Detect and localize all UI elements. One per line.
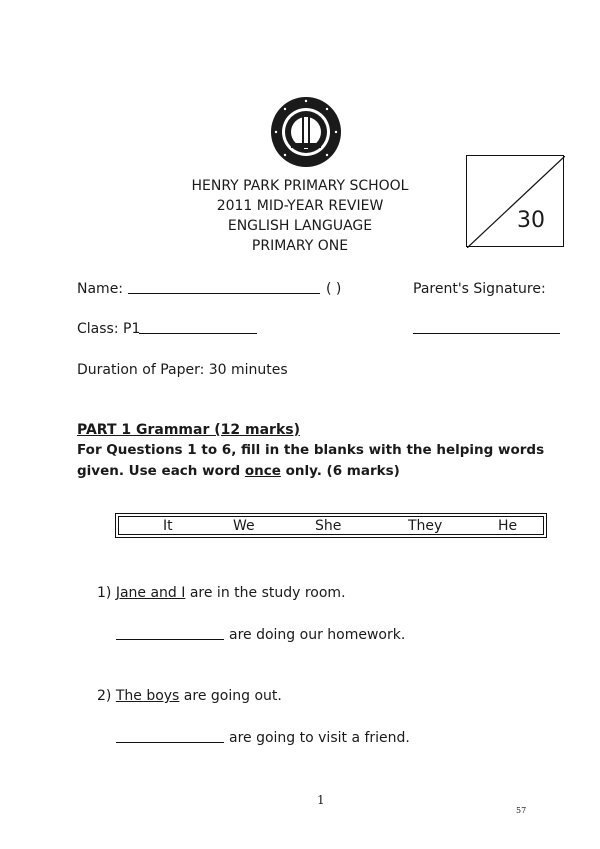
parent-signature-label: Parent's Signature: bbox=[413, 281, 546, 297]
question-number: 1) bbox=[97, 585, 112, 601]
score-total: 30 bbox=[517, 208, 545, 233]
corner-mark: 57 bbox=[516, 806, 527, 815]
word-bank-item: They bbox=[408, 518, 443, 534]
exam-title: 2011 MID-YEAR REVIEW bbox=[216, 198, 384, 214]
part1-title: PART 1 Grammar (12 marks) bbox=[77, 422, 300, 438]
part1-instruction-line1: For Questions 1 to 6, fill in the blanks with the helping words bbox=[77, 442, 545, 458]
question-text: are in the study room. bbox=[185, 585, 346, 601]
school-name: HENRY PARK PRIMARY SCHOOL bbox=[191, 178, 409, 194]
class-field[interactable] bbox=[139, 320, 257, 334]
name-label: Name: bbox=[77, 281, 124, 297]
answer-sentence-1: are doing our homework. bbox=[229, 627, 406, 643]
word-bank-item: She bbox=[315, 518, 342, 534]
answer-sentence-2: are going to visit a friend. bbox=[229, 730, 410, 746]
index-number-field[interactable]: ( ) bbox=[326, 281, 342, 297]
answer-blank-2[interactable] bbox=[116, 729, 224, 743]
question-subject: The boys bbox=[115, 688, 180, 704]
class-label: Class: P1 bbox=[77, 321, 141, 337]
question-2 bbox=[97, 687, 282, 705]
page-number: 1 bbox=[317, 793, 325, 807]
instruction-text-a: given. Use each word bbox=[77, 463, 245, 479]
question-1 bbox=[97, 584, 346, 602]
name-field[interactable] bbox=[128, 280, 320, 294]
word-bank-item: We bbox=[233, 518, 255, 534]
question-number: 2) bbox=[97, 688, 112, 704]
instruction-text-b: only. (6 marks) bbox=[280, 463, 400, 479]
level-title: PRIMARY ONE bbox=[251, 238, 349, 254]
word-bank-item: He bbox=[498, 518, 518, 534]
parent-signature-field[interactable] bbox=[413, 320, 560, 334]
question-subject: Jane and I bbox=[115, 585, 186, 601]
word-bank-box bbox=[115, 513, 547, 538]
subject-title: ENGLISH LANGUAGE bbox=[227, 218, 373, 234]
part1-instruction-line2 bbox=[77, 462, 400, 480]
instruction-once: once bbox=[244, 463, 281, 479]
score-box bbox=[466, 155, 564, 247]
answer-blank-1[interactable] bbox=[116, 626, 224, 640]
duration-text: Duration of Paper: 30 minutes bbox=[77, 362, 288, 378]
question-text: are going out. bbox=[179, 688, 282, 704]
word-bank-item: It bbox=[163, 518, 173, 534]
school-crest-logo bbox=[269, 95, 343, 169]
